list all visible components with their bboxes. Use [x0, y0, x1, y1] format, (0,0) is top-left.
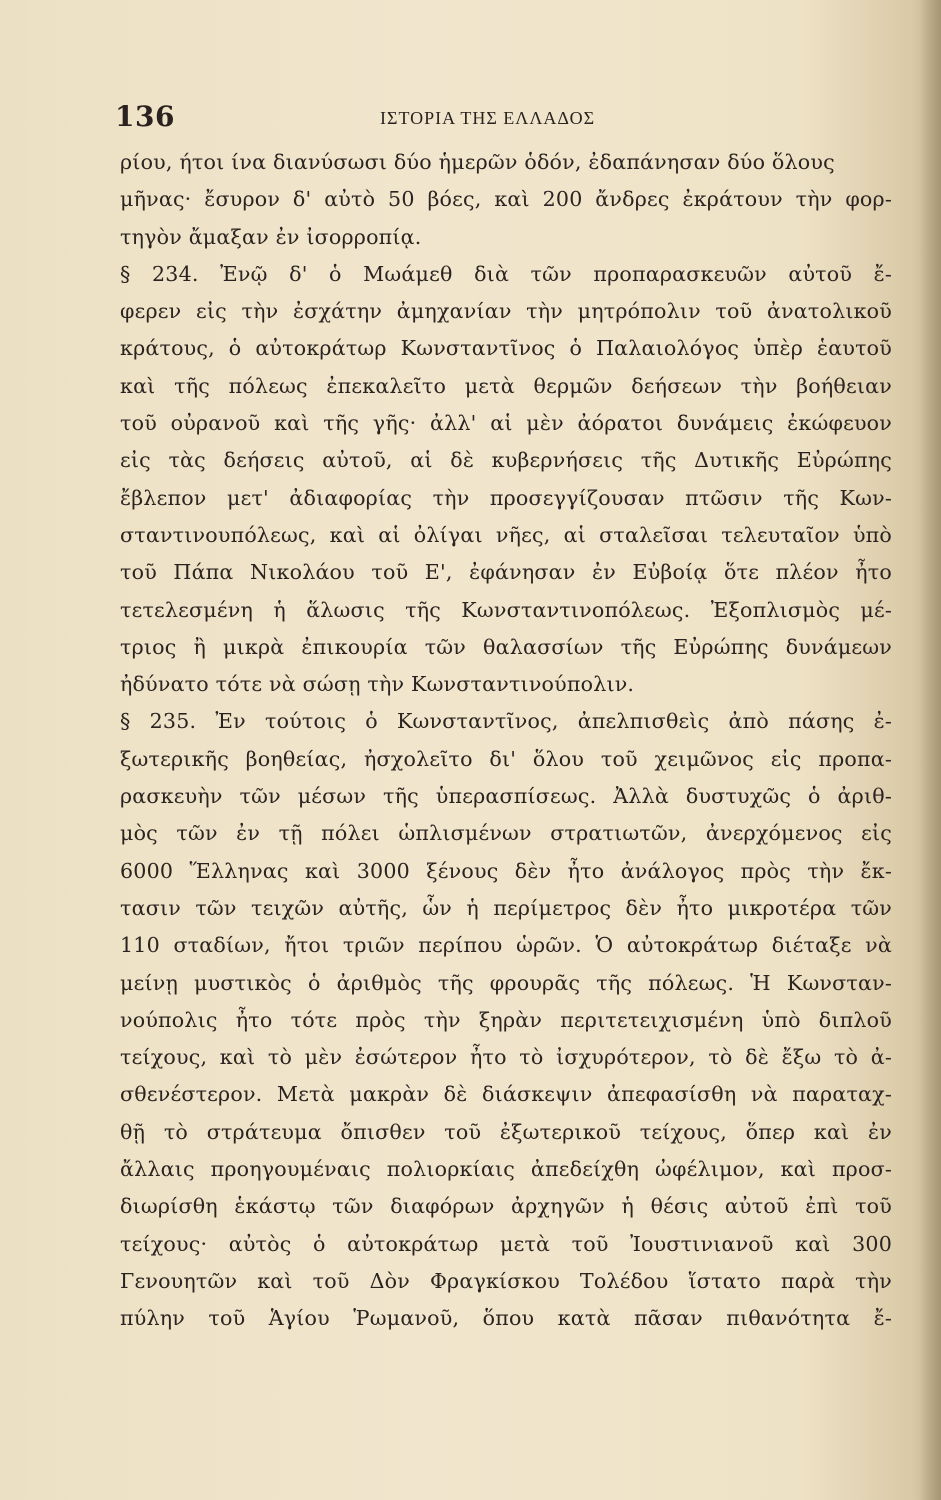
text-line: μὸς τῶν ἐν τῇ πόλει ὡπλισμένων στρατιωτῶν, ἀνερχόμενος εἰς: [120, 821, 892, 846]
text-line: τετελεσμένη ἡ ἅλωσις τῆς Κωνσταντινοπόλεως. Ἐξοπλισμὸς μέ-: [120, 597, 892, 622]
text-line: τηγὸν ἄμαξαν ἐν ἰσορροπίᾳ.: [120, 224, 422, 249]
text-line: ρασκευὴν τῶν μέσων τῆς ὑπερασπίσεως. Ἀλλὰ δυστυχῶς ὁ ἀριθ-: [120, 784, 892, 809]
running-title: ΙΣΤΟΡΙΑ ΤΗΣ ΕΛΛΑΔΟΣ: [380, 108, 596, 128]
text-line: φερεν εἰς τὴν ἐσχάτην ἀμηχανίαν τὴν μητρόπολιν τοῦ ἀνατολικοῦ: [120, 299, 892, 324]
text-line: ξωτερικῆς βοηθείας, ἠσχολεῖτο δι' ὅλου τοῦ χειμῶνος εἰς προπα-: [120, 746, 892, 771]
text-line: κράτους, ὁ αὐτοκράτωρ Κωνσταντῖνος ὁ Παλαιολόγος ὑπὲρ ἑαυτοῦ: [120, 336, 892, 361]
text-line: εἰς τὰς δεήσεις αὐτοῦ, αἱ δὲ κυβερνήσεις τῆς Δυτικῆς Εὐρώπης: [120, 448, 892, 473]
text-line: Γενουητῶν καὶ τοῦ Δὸν Φραγκίσκου Τολέδου ἵστατο παρὰ τὴν: [120, 1268, 892, 1293]
text-line: σθενέστερον. Μετὰ μακρὰν δὲ διάσκεψιν ἀπεφασίσθη νὰ παραταχ-: [120, 1082, 892, 1107]
text-line: ρίου, ήτοι ίνα διανύσωσι δύο ἡμερῶν ὁδόν, ἐδαπάνησαν δύο ὅλους: [120, 150, 835, 174]
page-edge-shadow: [919, 0, 941, 1500]
text-line: μῆνας· ἔσυρον δ' αὐτὸ 50 βόες, καὶ 200 ἄνδρες ἐκράτουν τὴν φορ-: [120, 187, 892, 212]
text-line: § 235. Ἐν τούτοις ὁ Κωνσταντῖνος, ἀπελπισθεὶς ἀπὸ πάσης ἐ-: [120, 709, 892, 734]
page-number: 136: [115, 100, 175, 133]
text-line: διωρίσθη ἑκάστῳ τῶν διαφόρων ἀρχηγῶν ἡ θέσις αὐτοῦ ἐπὶ τοῦ: [120, 1194, 892, 1219]
text-line: ἔβλεπον μετ' ἀδιαφορίας τὴν προσεγγίζουσαν πτῶσιν τῆς Κων-: [120, 485, 892, 510]
text-line: τοῦ Πάπα Νικολάου τοῦ Ε', ἐφάνησαν ἐν Εὐβοίᾳ ὅτε πλέον ἦτο: [120, 560, 892, 585]
text-line: 6000 Ἕλληνας καὶ 3000 ξένους δὲν ἦτο ἀνάλογος πρὸς τὴν ἔκ-: [120, 858, 892, 883]
text-line: νούπολις ἦτο τότε πρὸς τὴν ξηρὰν περιτετειχισμένη ὑπὸ διπλοῦ: [120, 1007, 892, 1032]
text-line: τοῦ οὐρανοῦ καὶ τῆς γῆς· ἀλλ' αἱ μὲν ἀόρατοι δυνάμεις ἐκώφευον: [120, 411, 892, 436]
text-line: ἠδύνατο τότε νὰ σώσῃ τὴν Κωνσταντινούπολιν.: [120, 672, 635, 697]
text-line: ἄλλαις προηγουμέναις πολιορκίαις ἀπεδείχθη ὠφέλιμον, καὶ προσ-: [120, 1157, 892, 1182]
text-line: τείχους, καὶ τὸ μὲν ἐσώτερον ἦτο τὸ ἰσχυρότερον, τὸ δὲ ἔξω τὸ ἀ-: [120, 1045, 892, 1070]
text-line: τριος ἢ μικρὰ ἐπικουρία τῶν θαλασσίων τῆς Εὐρώπης δυνάμεων: [120, 634, 892, 659]
text-line: τασιν τῶν τειχῶν αὐτῆς, ὧν ἡ περίμετρος δὲν ἦτο μικροτέρα τῶν: [120, 895, 892, 920]
text-line: μείνῃ μυστικὸς ὁ ἀριθμὸς τῆς φρουρᾶς τῆς πόλεως. Ἡ Κωνσταν-: [120, 970, 892, 995]
page-header: [115, 100, 895, 140]
text-line: § 234. Ἐνῷ δ' ὁ Μωάμεθ διὰ τῶν προπαρασκευῶν αὐτοῦ ἔ-: [120, 261, 892, 286]
text-line: σταντινουπόλεως, καὶ αἱ ὀλίγαι νῆες, αἱ σταλεῖσαι τελευταῖον ὑπὸ: [120, 522, 892, 547]
text-line: 110 σταδίων, ἤτοι τριῶν περίπου ὡρῶν. Ὁ αὐτοκράτωρ διέταξε νὰ: [120, 933, 892, 958]
text-line: καὶ τῆς πόλεως ἐπεκαλεῖτο μετὰ θερμῶν δεήσεων τὴν βοήθειαν: [120, 373, 892, 398]
body-text: [120, 144, 892, 1338]
text-line: πύλην τοῦ Ἁγίου Ῥωμανοῦ, ὅπου κατὰ πᾶσαν πιθανότητα ἔ-: [120, 1306, 892, 1331]
text-line: θῇ τὸ στράτευμα ὄπισθεν τοῦ ἐξωτερικοῦ τείχους, ὅπερ καὶ ἐν: [120, 1119, 892, 1144]
text-line: τείχους· αὐτὸς ὁ αὐτοκράτωρ μετὰ τοῦ Ἰουστινιανοῦ καὶ 300: [120, 1231, 892, 1256]
